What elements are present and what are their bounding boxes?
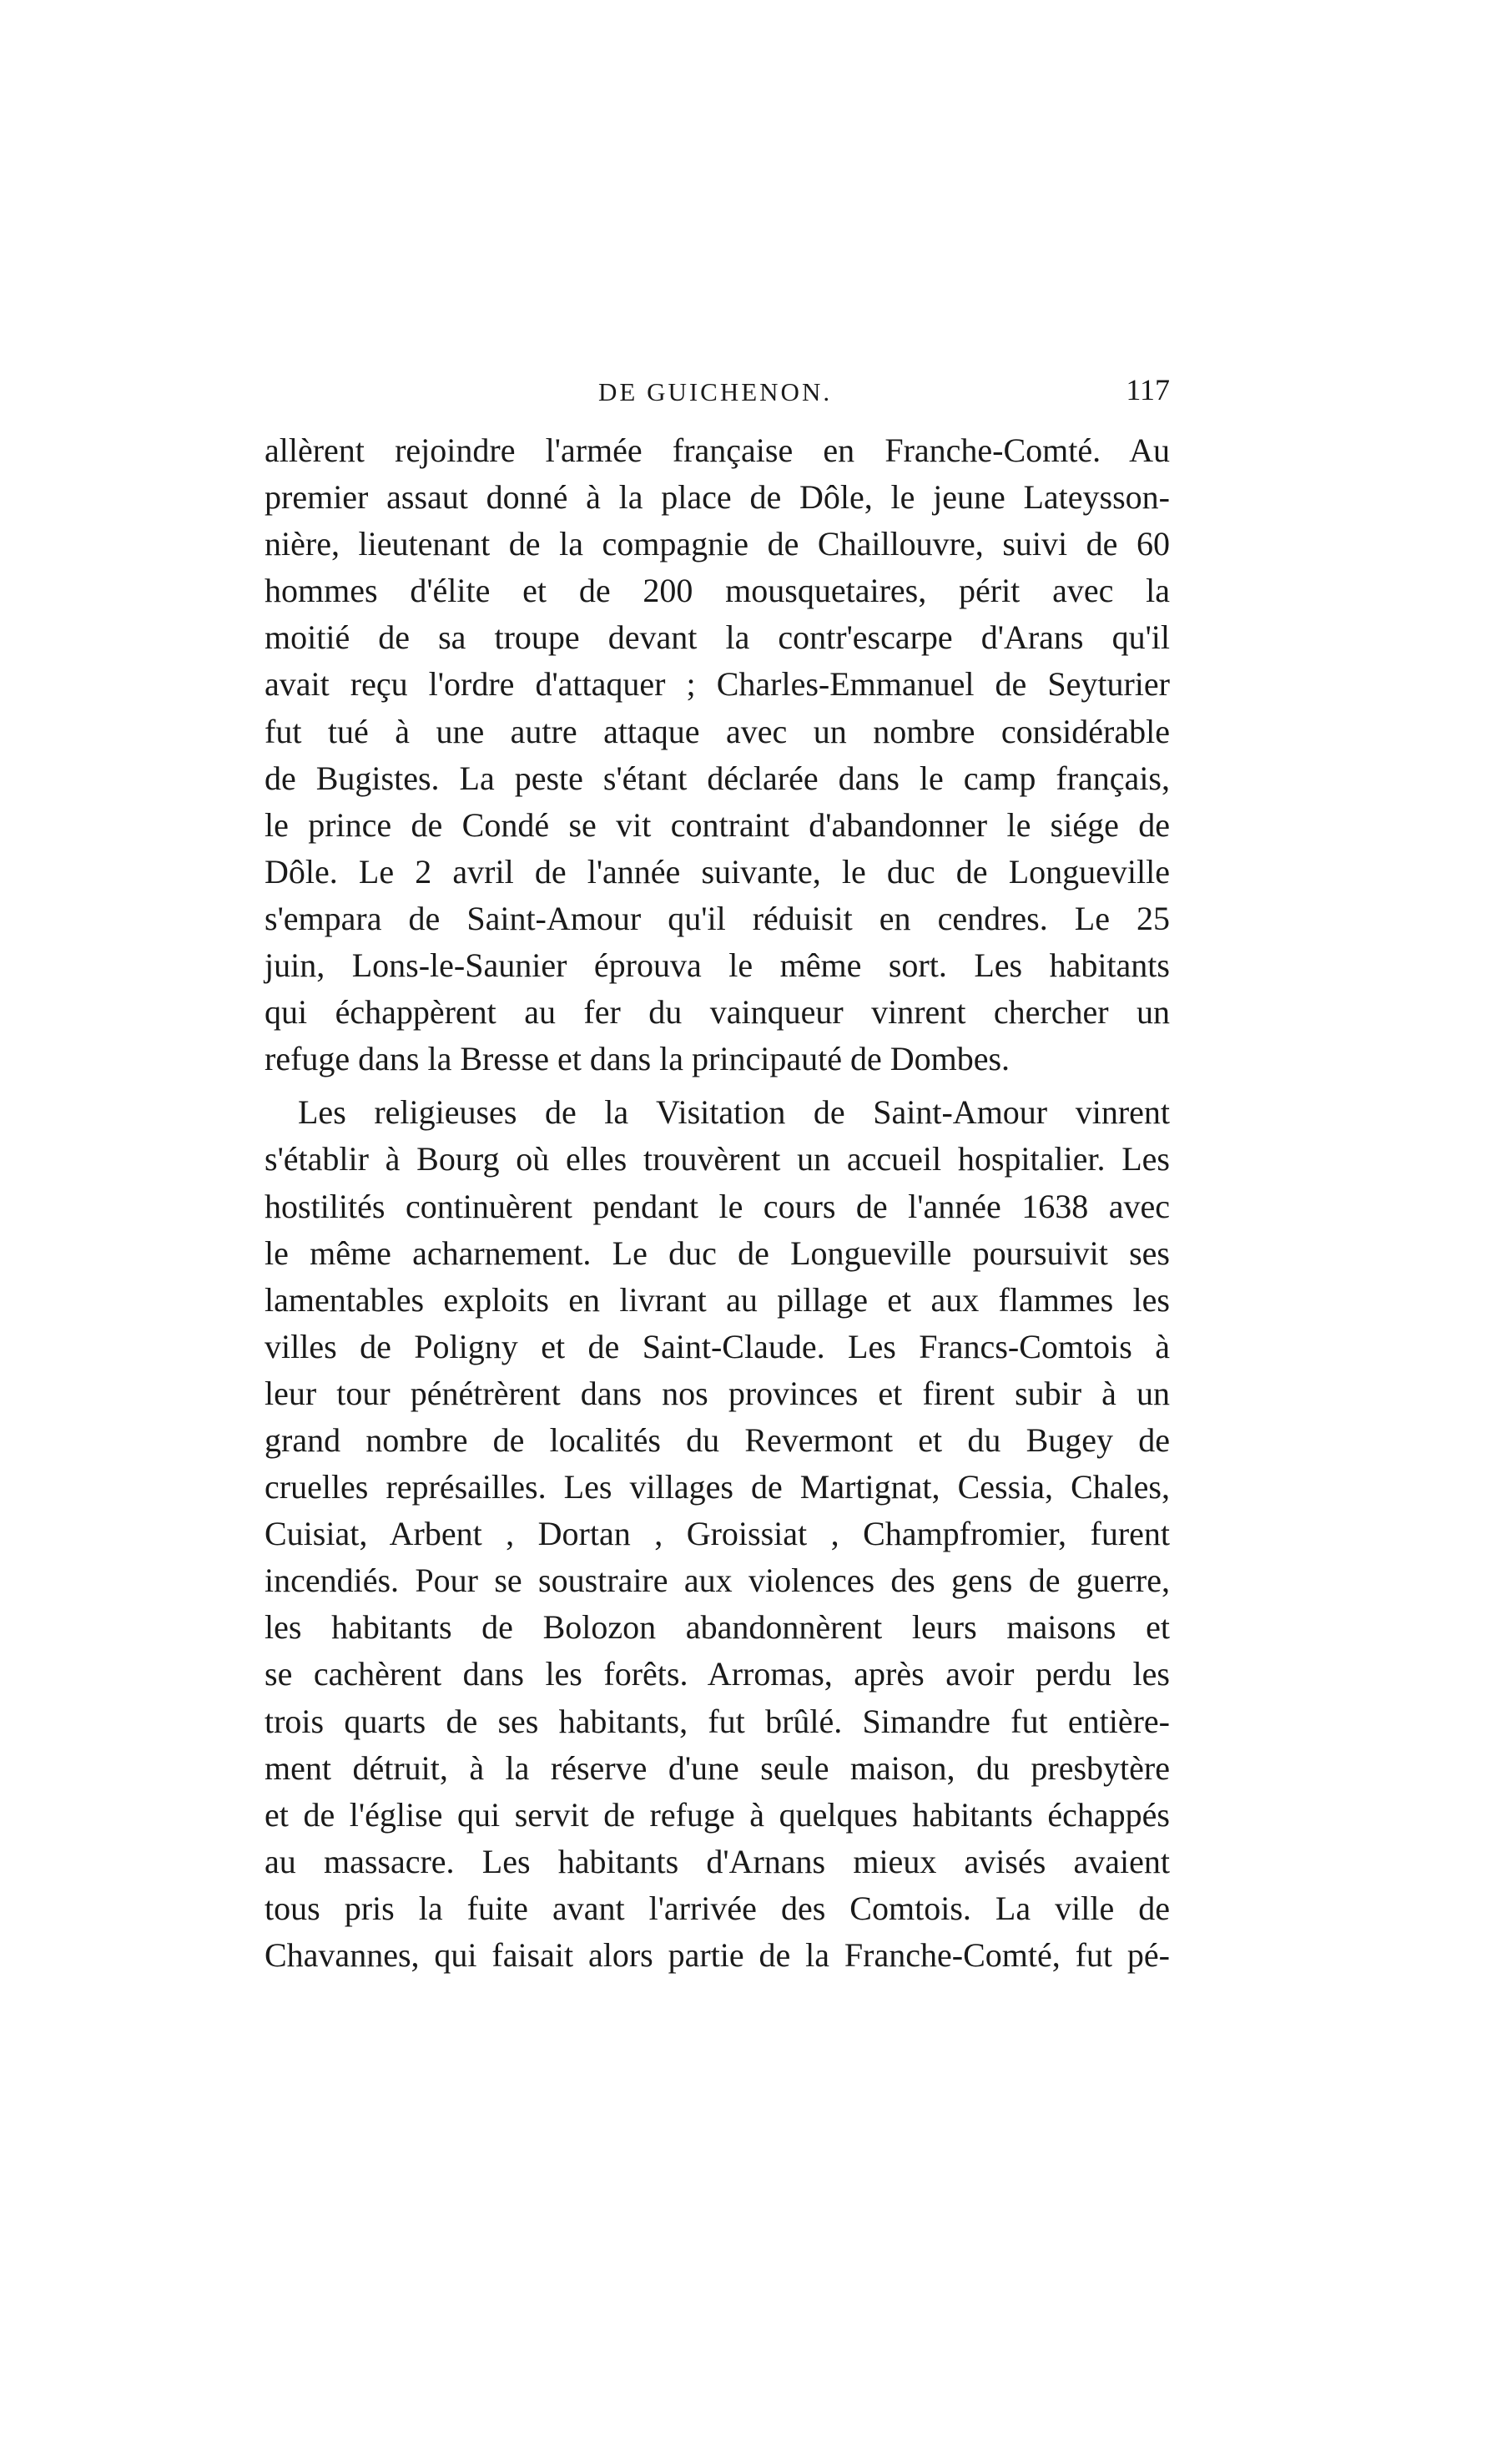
- text-line: lamentables exploits en livrant au pillage et aux flammes les: [265, 1280, 1170, 1319]
- text-line: s'empara de Saint-Amour qu'il réduisit en cendres. Le 25: [265, 899, 1170, 937]
- text-line: grand nombre de localités du Revermont et du Bugey de: [265, 1420, 1170, 1459]
- text-line: qui échappèrent au fer du vainqueur vinrent chercher un: [265, 993, 1170, 1032]
- text-line: Chavannes, qui faisait alors partie de la Franche-Comté, fut pé-: [265, 1936, 1170, 1974]
- text-line: nière, lieutenant de la compagnie de Chaillouvre, suivi de 60: [265, 525, 1170, 563]
- paragraph-gap: [265, 1082, 1170, 1089]
- text-line: ment détruit, à la réserve d'une seule maison, du presbytère: [265, 1748, 1170, 1787]
- text-line: hommes d'élite et de 200 mousquetaires, périt avec la: [265, 572, 1170, 610]
- paragraph: [265, 427, 1170, 1082]
- text-line: le même acharnement. Le duc de Longueville poursuivit ses: [265, 1234, 1170, 1272]
- text-line: villes de Poligny et de Saint-Claude. Les Francs-Comtois à: [265, 1327, 1170, 1365]
- page-number: 117: [1126, 373, 1170, 406]
- text-line: s'établir à Bourg où elles trouvèrent un accueil hospitalier. Les: [265, 1140, 1170, 1178]
- running-title: DE GUICHENON.: [598, 377, 833, 406]
- text-line: le prince de Condé se vit contraint d'abandonner le siége de: [265, 805, 1170, 844]
- text-line: et de l'église qui servit de refuge à quelques habitants échappés: [265, 1795, 1170, 1834]
- text-line: premier assaut donné à la place de Dôle, le jeune Lateysson-: [265, 478, 1170, 517]
- text-line: hostilités continuèrent pendant le cours de l'année 1638 avec: [265, 1187, 1170, 1225]
- paragraph: [265, 1089, 1170, 1979]
- body-text: [265, 427, 1170, 1979]
- text-line: Cuisiat, Arbent , Dortan , Groissiat , Champfromier, furent: [265, 1515, 1170, 1553]
- text-line: allèrent rejoindre l'armée française en Franche-Comté. Au: [265, 431, 1170, 469]
- text-line: fut tué à une autre attaque avec un nombre considérable: [265, 712, 1170, 750]
- text-line: de Bugistes. La peste s'étant déclarée dans le camp français,: [265, 759, 1170, 797]
- text-line: Les religieuses de la Visitation de Saint-Amour vinrent: [298, 1093, 1170, 1132]
- text-line: refuge dans la Bresse et dans la principauté de Dombes.: [265, 1040, 1011, 1078]
- text-line: cruelles représailles. Les villages de Martignat, Cessia, Chales,: [265, 1468, 1170, 1506]
- text-line: avait reçu l'ordre d'attaquer ; Charles-Emmanuel de Seyturier: [265, 665, 1170, 704]
- text-line: au massacre. Les habitants d'Arnans mieux avisés avaient: [265, 1842, 1170, 1880]
- text-line: trois quarts de ses habitants, fut brûlé. Simandre fut entière-: [265, 1702, 1170, 1740]
- text-line: se cachèrent dans les forêts. Arromas, après avoir perdu les: [265, 1655, 1170, 1693]
- text-line: les habitants de Bolozon abandonnèrent leurs maisons et: [265, 1608, 1170, 1647]
- text-line: Dôle. Le 2 avril de l'année suivante, le duc de Longueville: [265, 852, 1170, 891]
- text-line: juin, Lons-le-Saunier éprouva le même sort. Les habitants: [265, 946, 1170, 985]
- running-head: [265, 367, 1170, 417]
- text-line: moitié de sa troupe devant la contr'escarpe d'Arans qu'il: [265, 618, 1170, 657]
- text-line: leur tour pénétrèrent dans nos provinces et firent subir à un: [265, 1374, 1170, 1412]
- text-line: incendiés. Pour se soustraire aux violences des gens de guerre,: [265, 1562, 1170, 1600]
- text-line: tous pris la fuite avant l'arrivée des Comtois. La ville de: [265, 1889, 1170, 1927]
